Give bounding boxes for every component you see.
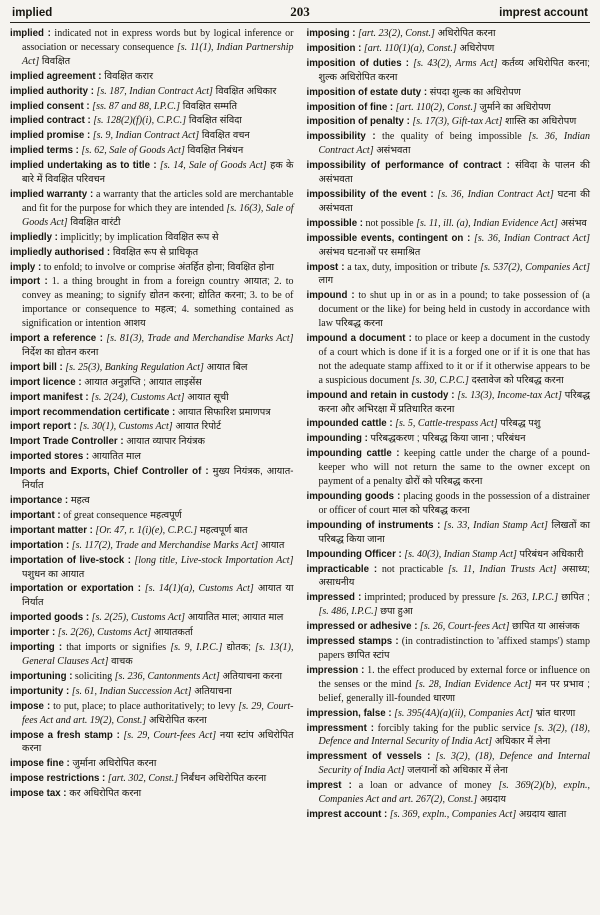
dictionary-entry bbox=[10, 27, 294, 69]
dictionary-entry bbox=[10, 231, 294, 245]
entry-headword: impressment of vessels : bbox=[306, 751, 431, 763]
entry-hindi: ढोरों को परिबद्ध करना bbox=[402, 476, 483, 488]
entry-hindi: जुर्माना अधिरोपित करना bbox=[69, 758, 157, 770]
entry-headword: imposing : bbox=[306, 28, 356, 39]
entry-definition: soliciting bbox=[72, 670, 115, 682]
entry-citation: [s. 2(26), Customs Act] bbox=[55, 627, 152, 639]
entry-citation: [s. 28, Indian Evidence Act] bbox=[414, 678, 532, 690]
entry-citation: [s. 3(2), (18), Defence and Internal Security of India Act] bbox=[318, 722, 590, 748]
entry-hindi: निर्बंधन अधिरोपित करना bbox=[178, 773, 267, 785]
entry-hindi: भ्रांत धारणा bbox=[533, 707, 576, 719]
entry-citation: [s. 3(2), (18), Defence and Internal Security of India Act] bbox=[318, 751, 591, 777]
entry-hindi: अतियाचना bbox=[191, 685, 232, 697]
entry-definition: belief, generally ill-founded bbox=[318, 692, 431, 704]
two-column-body bbox=[10, 27, 590, 823]
entry-definition: 2. to convey as meaning; to signify bbox=[22, 276, 294, 302]
entry-headword: impressment : bbox=[306, 722, 374, 734]
entry-hindi: असंभव bbox=[557, 217, 587, 229]
dictionary-entry bbox=[307, 519, 591, 547]
entry-citation: [s. 36, Indian Contract Act] bbox=[433, 188, 554, 200]
entry-headword: import a reference : bbox=[10, 333, 103, 345]
entry-hindi: आयात बिल bbox=[203, 361, 248, 373]
entry-headword: implied promise : bbox=[10, 130, 91, 142]
entry-hindi: आयात रिपोर्ट bbox=[172, 421, 221, 433]
entry-citation: [s. 13(1), General Clauses Act] bbox=[22, 642, 294, 667]
entry-hindi: अग्रदाय bbox=[477, 794, 507, 806]
dictionary-entry bbox=[10, 524, 294, 538]
entry-headword: impossibility of performance of contract : bbox=[306, 160, 510, 172]
dictionary-entry bbox=[307, 563, 591, 591]
dictionary-entry bbox=[307, 722, 591, 750]
entry-hindi: मुख्य नियंत्रक, आयात-निर्यात bbox=[22, 466, 294, 492]
dictionary-entry bbox=[307, 57, 591, 85]
entry-headword: impose restrictions : bbox=[10, 773, 106, 785]
entry-citation: [s. 30, C.P.C.] bbox=[411, 374, 469, 386]
entry-headword: import manifest : bbox=[10, 391, 89, 403]
dictionary-entry bbox=[10, 685, 294, 699]
entry-citation: [s. 13(3), Income-tax Act] bbox=[454, 389, 562, 401]
dictionary-entry bbox=[10, 465, 294, 493]
dictionary-entry bbox=[10, 641, 294, 669]
entry-headword: implied consent : bbox=[10, 100, 90, 112]
dictionary-entry bbox=[307, 261, 591, 289]
entry-headword: impossible events, contingent on : bbox=[306, 232, 471, 244]
dictionary-entry bbox=[307, 635, 591, 663]
entry-headword: import : bbox=[10, 276, 48, 288]
entry-citation: [art. 23(2), Const.] bbox=[355, 28, 435, 39]
entry-citation: [s. 61, Indian Succession Act] bbox=[69, 685, 192, 697]
entry-headword: impossibility : bbox=[306, 131, 376, 143]
dictionary-entry bbox=[307, 27, 591, 41]
entry-hindi: द्योतक; bbox=[222, 642, 251, 654]
entry-headword: impressed or adhesive : bbox=[306, 621, 418, 633]
entry-hindi: विवक्षित bbox=[39, 55, 71, 67]
entry-citation: [s. 263, I.P.C.] bbox=[498, 592, 559, 604]
entry-citation: [art. 302, Const.] bbox=[105, 773, 179, 785]
entry-hindi: जलयानों को अधिकार में लेना bbox=[404, 765, 508, 777]
entry-hindi: असाध्य; असाधनीय bbox=[318, 563, 590, 589]
right-column bbox=[307, 27, 591, 823]
entry-hindi: संपदा शुल्क का अधिरोपण bbox=[427, 86, 521, 98]
entry-headword: import report : bbox=[10, 421, 77, 433]
entry-headword: impound : bbox=[306, 290, 355, 302]
entry-citation: [s. 14(1)(a), Customs Act] bbox=[140, 583, 254, 595]
entry-citation: [s. 187, Indian Contract Act] bbox=[93, 85, 213, 97]
entry-hindi: छापित ; bbox=[558, 592, 590, 604]
entry-hindi: लाग bbox=[318, 275, 334, 287]
entry-definition: to shut up in or as in a pound; to take possession of (a document or the like) for being held in custody in accordance with law bbox=[318, 290, 590, 330]
entry-citation: [s. 29, Court-fees Act] bbox=[119, 729, 217, 741]
entry-headword: impounding cattle : bbox=[306, 448, 400, 460]
dictionary-entry bbox=[10, 509, 294, 523]
entry-hindi: वाचक bbox=[108, 655, 133, 667]
entry-headword: important : bbox=[10, 509, 61, 521]
entry-headword: impounding of instruments : bbox=[306, 519, 441, 531]
entry-headword: impliedly : bbox=[10, 231, 58, 243]
entry-hindi: घटना की असंभवता bbox=[318, 188, 591, 214]
entry-definition: a tax, duty, imposition or tribute bbox=[344, 261, 481, 273]
entry-definition: of great consequence bbox=[60, 509, 148, 521]
entry-headword: impose a fresh stamp : bbox=[10, 729, 120, 741]
entry-headword: impost : bbox=[306, 261, 345, 273]
entry-hindi: नया स्टांप अधिरोपित करना bbox=[22, 729, 294, 755]
entry-hindi: असंभवता bbox=[373, 145, 411, 157]
entry-hindi: आयातित माल bbox=[89, 451, 141, 463]
dictionary-entry bbox=[10, 188, 294, 230]
entry-hindi: अधिकार में लेना bbox=[492, 736, 551, 748]
entry-citation: [s. 537(2), Companies Act] bbox=[480, 261, 590, 273]
dictionary-entry bbox=[307, 779, 591, 807]
entry-definition: not practicable bbox=[377, 563, 448, 575]
entry-citation: [Or. 47, r. 1(i)(e), C.P.C.] bbox=[92, 524, 198, 536]
entry-hindi: कर्तव्य अधिरोपित करना; शुल्क अधिरोपित करना bbox=[318, 57, 590, 83]
entry-hindi: परिबद्ध करना bbox=[332, 318, 383, 330]
entry-hindi: निर्देश का द्योतन करना bbox=[22, 346, 99, 358]
dictionary-entry bbox=[307, 86, 591, 100]
entry-headword: imprest account : bbox=[306, 808, 388, 820]
dictionary-entry bbox=[10, 144, 294, 158]
entry-citation: [s. 36, Indian Contract Act] bbox=[470, 232, 591, 244]
dictionary-entry bbox=[307, 232, 591, 260]
dictionary-entry bbox=[10, 114, 294, 128]
dictionary-entry bbox=[307, 389, 591, 417]
entry-headword: impounding goods : bbox=[306, 491, 401, 502]
entry-hindi: अधिरोपित करना bbox=[434, 28, 496, 39]
entry-hindi: अग्रदाय खाता bbox=[516, 808, 567, 820]
dictionary-entry bbox=[307, 808, 591, 822]
entry-hindi: आयातकर्ता bbox=[151, 627, 193, 639]
dictionary-entry bbox=[10, 361, 294, 375]
entry-hindi: अंतर्हित होना; विवक्षित होना bbox=[175, 261, 275, 273]
entry-hindi: आयात व्यापार नियंत्रक bbox=[123, 436, 205, 448]
entry-headword: impression, false : bbox=[306, 707, 392, 719]
entry-headword: impossibility of the event : bbox=[306, 188, 434, 200]
entry-headword: imprest : bbox=[306, 780, 352, 792]
dictionary-entry bbox=[10, 100, 294, 114]
entry-hindi: परिबद्धकरण ; परिबद्ध किया जाना ; परिबंधन bbox=[367, 433, 526, 445]
page-header bbox=[10, 4, 590, 23]
entry-headword: imposition of penalty : bbox=[306, 116, 410, 128]
dictionary-entry bbox=[10, 129, 294, 143]
entry-definition: 4. something contained as signification or intention bbox=[22, 304, 294, 330]
entry-citation: [s. 33, Indian Stamp Act] bbox=[440, 519, 548, 531]
entry-hindi: संविदा के पालन की असंभवता bbox=[318, 160, 590, 186]
dictionary-entry bbox=[307, 707, 591, 721]
entry-hindi: आयात अनुज्ञप्ति ; आयात लाइसेंस bbox=[81, 376, 202, 388]
dictionary-entry bbox=[10, 539, 294, 553]
entry-citation: [s. 16(3), Sale of Goods Act] bbox=[22, 202, 294, 228]
entry-definition: the quality of being impossible bbox=[375, 131, 529, 143]
entry-headword: importer : bbox=[10, 627, 56, 639]
dictionary-entry bbox=[10, 582, 294, 610]
dictionary-entry bbox=[10, 729, 294, 757]
dictionary-entry bbox=[307, 42, 591, 56]
entry-citation: [s. 486, I.P.C.] bbox=[318, 606, 378, 618]
entry-headword: impressed : bbox=[306, 592, 362, 604]
entry-hindi: आयात; bbox=[239, 276, 270, 288]
entry-citation: [s. 40(3), Indian Stamp Act] bbox=[401, 548, 517, 560]
entry-definition: to enfold; to involve or comprise bbox=[41, 261, 176, 273]
entry-headword: impose tax : bbox=[10, 788, 67, 800]
entry-citation: [s. 36, Indian Contract Act] bbox=[318, 131, 590, 157]
dictionary-entry bbox=[10, 159, 294, 187]
entry-hindi: जुर्माने का अधिरोपण bbox=[476, 101, 551, 113]
entry-definition: imprinted; produced by pressure bbox=[361, 592, 499, 604]
entry-definition: 3. to be of importance or consequence to bbox=[22, 290, 294, 316]
entry-headword: implied warranty : bbox=[10, 188, 94, 200]
entry-hindi: कर अधिरोपित करना bbox=[66, 788, 142, 800]
dictionary-entry bbox=[307, 620, 591, 634]
dictionary-entry bbox=[307, 447, 591, 489]
entry-headword: impression : bbox=[306, 664, 365, 676]
dictionary-entry bbox=[10, 406, 294, 420]
entry-citation: [s. 17(3), Gift-tax Act] bbox=[409, 116, 503, 128]
dictionary-entry bbox=[10, 772, 294, 786]
entry-headword: imported goods : bbox=[10, 612, 90, 624]
entry-hindi: परिबंधन अधिकारी bbox=[516, 548, 584, 560]
guide-word-left: implied bbox=[12, 7, 53, 19]
dictionary-entry bbox=[307, 289, 591, 331]
entry-hindi: विवक्षित सम्मति bbox=[180, 100, 237, 112]
entry-headword: impossible : bbox=[306, 217, 364, 229]
entry-definition: to place or keep a document in the custody of a court which is done if it is a forged one or if it is one that has not the adequate stamp affixed to it or if it otherwise appears to be a suspicious document bbox=[318, 333, 590, 386]
entry-hindi: धारणा bbox=[430, 692, 456, 704]
dictionary-entry bbox=[10, 757, 294, 771]
entry-hindi: मन पर प्रभाव ; bbox=[531, 678, 590, 690]
dictionary-entry bbox=[10, 332, 294, 360]
entry-headword: importation or exportation : bbox=[10, 583, 141, 595]
entry-definition: not possible bbox=[363, 217, 417, 229]
dictionary-entry bbox=[10, 246, 294, 260]
entry-definition: placing goods in the possession of a distrainer or officer of court bbox=[318, 491, 590, 516]
dictionary-entry bbox=[307, 159, 591, 187]
entry-citation: [s. 43(2), Arms Act] bbox=[409, 57, 498, 69]
entry-headword: impound a document : bbox=[306, 333, 412, 345]
entry-hindi: आयातित माल; आयात माल bbox=[185, 612, 284, 624]
entry-headword: import licence : bbox=[10, 376, 82, 388]
entry-headword: implied terms : bbox=[10, 145, 79, 157]
entry-hindi: हक के बारे में विवक्षित परिवचन bbox=[22, 160, 294, 186]
dictionary-entry bbox=[307, 490, 591, 518]
entry-citation: [s. 81(3), Trade and Merchandise Marks Act] bbox=[102, 333, 294, 345]
entry-hindi: महत्व; bbox=[149, 304, 177, 316]
entry-definition: 1. a thing brought in from a foreign country bbox=[47, 276, 240, 288]
entry-citation: [s. 62, Sale of Goods Act] bbox=[78, 145, 185, 157]
entry-definition: forcibly taking for the public service bbox=[373, 722, 534, 734]
entry-definition: implicitly; by implication bbox=[57, 231, 163, 243]
entry-citation: [s. 30(1), Customs Act] bbox=[76, 421, 173, 433]
dictionary-entry bbox=[307, 115, 591, 129]
entry-citation: [s. 395(4A)(a)(ii), Companies Act] bbox=[391, 707, 534, 719]
entry-headword: impose : bbox=[10, 700, 51, 712]
dictionary-entry bbox=[10, 376, 294, 390]
entry-headword: implied : bbox=[10, 28, 51, 39]
dictionary-entry bbox=[10, 450, 294, 464]
entry-hindi: विवक्षित वारंटी bbox=[67, 216, 121, 228]
entry-headword: impounding : bbox=[306, 433, 368, 445]
entry-hindi: महत्व bbox=[68, 495, 90, 506]
dictionary-entry bbox=[10, 787, 294, 801]
entry-hindi: अधिरोपण bbox=[456, 42, 495, 54]
entry-citation: [s. 29, Court-fees Act and art. 19(2), Const.] bbox=[22, 700, 294, 726]
dictionary-entry bbox=[307, 188, 591, 216]
entry-citation: [s. 26, Court-fees Act] bbox=[417, 621, 510, 633]
dictionary-entry bbox=[307, 130, 591, 158]
entry-headword: implied agreement : bbox=[10, 70, 102, 82]
dictionary-entry bbox=[10, 70, 294, 84]
dictionary-entry bbox=[10, 611, 294, 625]
entry-citation: [s. 5, Cattle-trespass Act] bbox=[392, 418, 498, 430]
entry-headword: implied contract : bbox=[10, 115, 91, 127]
entry-headword: implied undertaking as to title : bbox=[10, 160, 157, 172]
dictionary-entry bbox=[10, 391, 294, 405]
dictionary-entry bbox=[10, 494, 294, 508]
entry-headword: Impounding Officer : bbox=[306, 548, 402, 560]
entry-headword: imposition of estate duty : bbox=[306, 86, 428, 98]
dictionary-entry bbox=[307, 217, 591, 231]
entry-citation: [s. 11, Indian Trusts Act] bbox=[448, 563, 557, 575]
entry-headword: impose fine : bbox=[10, 758, 70, 770]
dictionary-entry bbox=[307, 417, 591, 431]
entry-hindi: आयात सिफारिश प्रमाणपत्र bbox=[175, 406, 271, 418]
entry-hindi: असंभव घटनाओं पर समाश्रित bbox=[318, 246, 421, 258]
dictionary-entry bbox=[10, 275, 294, 331]
entry-hindi: परिबद्ध करना और अभिरक्षा में प्रतिधारित करना bbox=[318, 389, 590, 415]
entry-headword: impracticable : bbox=[306, 563, 378, 575]
entry-hindi: अतियाचना करना bbox=[219, 670, 283, 682]
entry-hindi: माल को परिबद्ध करना bbox=[389, 504, 470, 516]
entry-headword: Imports and Exports, Chief Controller of : bbox=[10, 466, 209, 478]
entry-hindi: विवक्षित वचन bbox=[199, 130, 250, 142]
entry-citation: [s. 9, I.P.C.] bbox=[170, 642, 223, 654]
entry-definition: a warranty that the articles sold are merchantable and fit for the purpose for which they are intended bbox=[22, 188, 294, 214]
entry-citation: [long title, Live-stock Importation Act] bbox=[131, 554, 294, 566]
left-column bbox=[10, 27, 294, 823]
entry-headword: imported stores : bbox=[10, 451, 90, 463]
entry-definition: 1. the effect produced by external force or influence on the senses or the mind bbox=[318, 664, 590, 690]
entry-citation: [s. 9, Indian Contract Act] bbox=[90, 130, 200, 142]
dictionary-entry bbox=[10, 554, 294, 582]
dictionary-entry bbox=[10, 435, 294, 449]
entry-hindi: महत्वपूर्ण bbox=[147, 509, 182, 521]
entry-hindi: परिबद्ध पशु bbox=[497, 418, 541, 430]
entry-headword: impound and retain in custody : bbox=[306, 389, 455, 401]
dictionary-entry bbox=[10, 626, 294, 640]
dictionary-entry bbox=[10, 261, 294, 275]
entry-hindi: आयात सूची bbox=[184, 391, 229, 403]
dictionary-entry bbox=[10, 420, 294, 434]
entry-citation: [s. 128(2)(f)(i), C.P.C.] bbox=[90, 115, 187, 127]
entry-headword: impressed stamps : bbox=[306, 636, 399, 648]
dictionary-entry bbox=[307, 101, 591, 115]
entry-hindi: अधिरोपित करना bbox=[146, 714, 207, 726]
entry-citation: [s. 369, expln., Companies Act] bbox=[387, 808, 517, 820]
entry-headword: Import Trade Controller : bbox=[10, 436, 124, 448]
page-number: 203 bbox=[290, 4, 310, 19]
entry-hindi: छापित स्टांप bbox=[344, 649, 390, 661]
entry-citation: [art. 110(2), Const.] bbox=[393, 101, 477, 113]
dictionary-entry bbox=[307, 664, 591, 706]
entry-headword: impliedly authorised : bbox=[10, 246, 111, 258]
entry-headword: importing : bbox=[10, 642, 63, 654]
entry-hindi: विवक्षित अधिकार bbox=[212, 85, 277, 97]
entry-definition: to put, place; to place authoritatively; to levy bbox=[50, 700, 239, 712]
entry-definition: indicated not in express words but by logical inference or association or necessary consequence bbox=[22, 28, 294, 53]
entry-hindi: आयात bbox=[258, 539, 285, 551]
entry-hindi: आयात या निर्यात bbox=[22, 583, 294, 609]
dictionary-entry bbox=[10, 670, 294, 684]
entry-hindi: विवक्षित निबंधन bbox=[184, 145, 244, 157]
entry-hindi: द्योतन करना; द्योतित करना; bbox=[146, 290, 247, 302]
dictionary-entry bbox=[307, 332, 591, 388]
entry-hindi: पशुधन का आयात bbox=[22, 568, 85, 580]
entry-hindi: विवक्षित रूप से प्राधिकृत bbox=[110, 246, 199, 258]
entry-citation: [s. 11, ill. (a), Indian Evidence Act] bbox=[416, 217, 558, 229]
entry-citation: [art. 110(1)(a), Const.] bbox=[361, 42, 457, 54]
entry-hindi: दस्तावेज को परिबद्ध करना bbox=[468, 374, 564, 386]
entry-definition: a loan or advance of money bbox=[351, 780, 499, 792]
entry-headword: imply : bbox=[10, 261, 42, 273]
dictionary-entry bbox=[10, 700, 294, 728]
entry-citation: [s. 236, Cantonments Act] bbox=[114, 670, 220, 682]
entry-definition: that imports or signifies bbox=[62, 642, 171, 654]
entry-hindi: विवक्षित रूप से bbox=[162, 231, 219, 243]
entry-citation: [s. 117(2), Trade and Merchandise Marks Act] bbox=[69, 539, 259, 551]
entry-hindi: लिखतों का परिबद्ध किया जाना bbox=[318, 519, 590, 545]
entry-headword: importation of live-stock : bbox=[10, 554, 132, 566]
entry-headword: important matter : bbox=[10, 524, 93, 536]
entry-headword: import bill : bbox=[10, 361, 63, 373]
dictionary-entry bbox=[307, 750, 591, 778]
entry-headword: importunity : bbox=[10, 685, 70, 697]
entry-hindi: छापित या आसंजक bbox=[509, 621, 580, 633]
entry-definition: keeping cattle under the charge of a pound-keeper who will not return the same to the owner except on payment of a penalty bbox=[318, 448, 590, 488]
entry-hindi: शास्ति का अधिरोपण bbox=[502, 116, 577, 128]
entry-hindi: विवक्षित करार bbox=[101, 70, 154, 82]
entry-hindi: छपा हुआ bbox=[377, 606, 413, 618]
entry-headword: import recommendation certificate : bbox=[10, 406, 176, 418]
entry-citation: [s. 14, Sale of Goods Act] bbox=[156, 160, 267, 172]
entry-headword: importance : bbox=[10, 495, 69, 506]
entry-citation: [s. 2(25), Customs Act] bbox=[89, 612, 186, 624]
entry-citation: [s. 11(1), Indian Partnership Act] bbox=[22, 41, 294, 67]
entry-hindi: महत्वपूर्ण बात bbox=[197, 524, 248, 536]
entry-citation: [s. 369(2)(b), expln., Companies Act and art. 267(2), Const.] bbox=[318, 780, 590, 806]
entry-headword: importuning : bbox=[10, 670, 73, 682]
entry-headword: imposition of fine : bbox=[306, 101, 394, 113]
entry-headword: imposition : bbox=[306, 42, 362, 54]
entry-headword: imposition of duties : bbox=[306, 57, 410, 69]
entry-headword: implied authority : bbox=[10, 85, 94, 97]
dictionary-entry bbox=[307, 548, 591, 562]
entry-headword: importation : bbox=[10, 539, 70, 551]
dictionary-entry bbox=[307, 591, 591, 619]
dictionary-entry bbox=[307, 432, 591, 446]
guide-word-right: imprest account bbox=[499, 7, 588, 19]
entry-hindi: विवक्षित संविदा bbox=[186, 115, 242, 127]
entry-citation: [s. 25(3), Banking Regulation Act] bbox=[62, 361, 204, 373]
entry-headword: impounded cattle : bbox=[306, 418, 393, 430]
dictionary-entry bbox=[10, 85, 294, 99]
entry-citation: [ss. 87 and 88, I.P.C.] bbox=[89, 100, 181, 112]
entry-hindi: आशय bbox=[120, 318, 146, 330]
entry-definition: (in contradistinction to 'affixed stamps') stamp papers bbox=[318, 636, 591, 661]
entry-citation: [s. 2(24), Customs Act] bbox=[88, 391, 185, 403]
